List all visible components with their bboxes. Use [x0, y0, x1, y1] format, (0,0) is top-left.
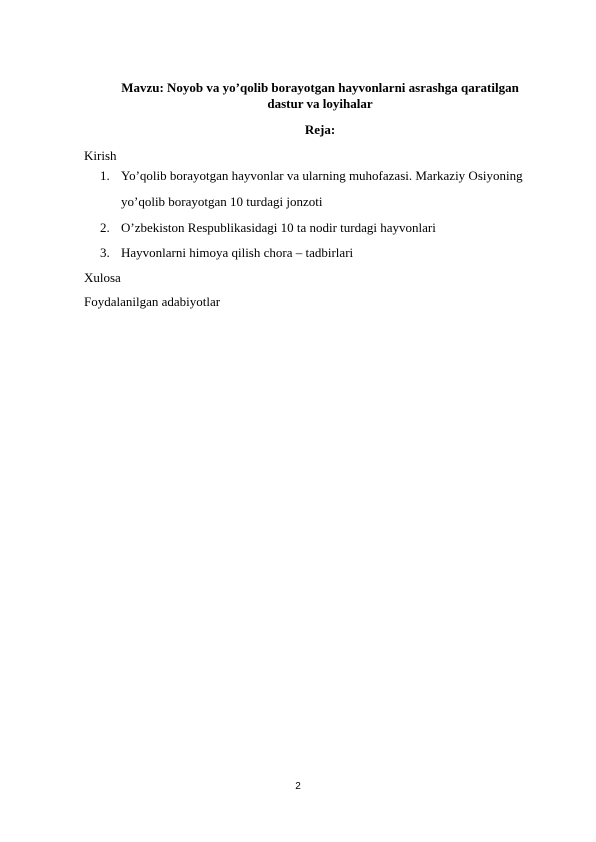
conclusion-label: Xulosa: [84, 270, 121, 285]
page-number: 2: [295, 781, 301, 792]
list-item-number-3: 3.: [100, 245, 110, 260]
document-title-line-1: Mavzu: Noyob va yo’qolib borayotgan hayvonlarni asrashga qaratilgan: [121, 80, 519, 95]
list-item-2-line-1: O’zbekiston Respublikasidagi 10 ta nodir turdagi hayvonlari: [121, 220, 436, 235]
list-item-number-1: 1.: [100, 168, 110, 183]
list-item-1-line-1: Yo’qolib borayotgan hayvonlar va ularning muhofazasi. Markaziy Osiyoning: [121, 168, 523, 183]
references-label: Foydalanilgan adabiyotlar: [84, 294, 221, 309]
intro-label: Kirish: [84, 148, 117, 163]
list-item-1-line-2: yo’qolib borayotgan 10 turdagi jonzoti: [121, 194, 323, 209]
plan-heading: Reja:: [304, 122, 336, 137]
list-item-number-2: 2.: [100, 220, 110, 235]
list-item-3-line-1: Hayvonlarni himoya qilish chora – tadbirlari: [121, 245, 354, 260]
document-title-line-2: dastur va loyihalar: [267, 96, 373, 111]
